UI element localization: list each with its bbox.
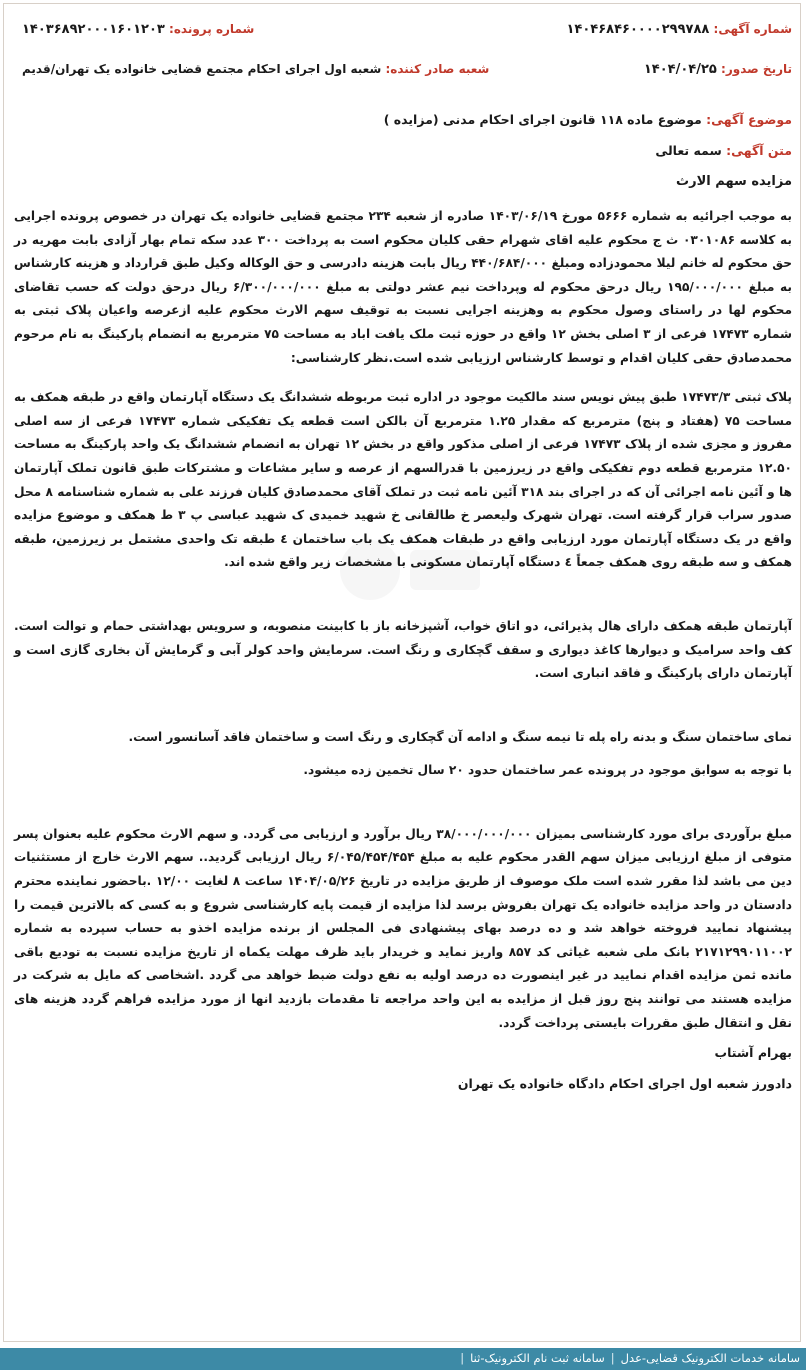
footer-bar: [0, 1348, 806, 1370]
subject-line: [14, 112, 792, 127]
paragraph-auction-terms: مبلغ برآوردی برای مورد کارشناسی بمیزان ۳۸/۰۰۰/۰۰۰/۰۰۰ ریال برآورد و ارزیابی می گردد. و سهم الارث محکوم علیه بعنوان پسر متوفی از مبلغ ارزیابی میزان سهم القدر محکوم علیه به مبلغ ۶/۰۴۵/۴۵۴/۴۵۴ ریال ارزیابی گردید.. سهم الارث خارج از مستثنیات دین می باشد لذا مقرر شده است ملک موصوف از طریق مزایده در تاریخ ۱۴۰۴/۰۵/۲۶ ساعت ۸ لغایت ۱۲/۰۰ .باحضور نماینده محترم دادستان در واحد مزایده خانواده یک تهران بفروش برسد لذا مزایده از قیمت پایه کارشناسی شروع و به کسی که بالاترین قیمت را پیشنهاد نمایید فروخته خواهد شد و ده درصد بهای پیشنهادی فی المجلس از برنده مزایده اخذو به حساب سپرده به شماره ۲۱۷۱۲۹۹۰۱۱۰۰۲ بانک ملی شعبه غیاثی کد ۸۵۷ واریز نماید و خریدار باید ظرف مهلت یکماه از تاریخ مزایده نسبت به تودیع باقی مانده ثمن مزایده اقدام نمایید در غیر اینصورت ده درصد اولیه به نفع دولت ضبط خواهد می گردد .اشخاصی که مایل به شرکت در مزایده هستند می توانند پنج روز قبل از مزایده به این واحد مراجعه تا مقدمات بازدید انها از مورد مزایده فراهم گردد هزینه های نقل و انتقال طبق مقررات بایستی پرداخت گردد.: [14, 826, 793, 1030]
body-heading: سمه تعالی: [655, 143, 722, 158]
header-row-1: [14, 22, 792, 42]
footer-link-sana[interactable]: سامانه ثبت نام الکترونیک-ثنا: [470, 1351, 605, 1365]
footer-separator: |: [610, 1351, 615, 1365]
signature-name: بهرام آشتاب: [714, 1045, 792, 1061]
announcement-title: مزایده سهم الارث: [676, 174, 792, 189]
issue-date: [644, 62, 792, 77]
ad-number-label: شماره آگهی:: [713, 22, 792, 36]
paragraph-property: پلاک ثبتی ۱۷۴۷۳/۳ طبق پیش نویس سند مالکیت موجود در اداره ثبت مربوطه ششدانگ یک دستگاه آپارتمان واقع در طبقه همکف به مساحت ۷۵ (هفتاد و پنج) مترمربع که مقدار ۱.۲۵ مترمربع آن بالکن است قطعه یک تفکیکی شماره ۱۷۴۷۳ فرعی از سه اصلی مفروز و مجزی شده از پلاک ۱۷۴۷۳ فرعی از اصلی مذکور واقع در بخش ۱۲ تهران به انضمام ششدانگ یک واحد پارکینگ به مساحت ۱۲.۵۰ مترمربع قطعه دوم تفکیکی واقع در زیرزمین با قدرالسهم از عرصه و سایر مشاعات و مشترکات طبق قانون تملک آپارتمان ها و آئین نامه اجرائی آن که در اجرای بند ۳۱۸ آئین نامه ثبت در تملک آقای محمدصادق کلیان فرزند علی به شماره شناسنامه ۸ محل صدور سراب قرار گرفته است. تهران شهرک ولیعصر خ طالقانی خ شهید خمیدی ک شهید عباسی پ ۳ ط همکف و موضوع مزایده واقع در یک دستگاه آپارتمان مورد ارزیابی واقع در طبقات همکف یک باب ساختمان ٤ طبقه تک واحدی مشتمل بر زیرزمین، طبقه همکف و سه طبقه روی همکف جمعاً ٤ دستگاه آپارتمان مسکونی با مشخصات زیر واقع شده اند.: [14, 390, 793, 570]
subject-value: موضوع ماده ۱۱۸ قانون اجرای احکام مدنی (مزایده ): [383, 112, 702, 127]
paragraph-facade: نمای ساختمان سنگ و بدنه راه پله تا نیمه سنگ و ادامه آن گچکاری و رنگ است و ساختمان فاقد آسانسور است.: [128, 729, 792, 744]
issuer-label: شعبه صادر کننده:: [385, 62, 490, 76]
issue-date-label: تاریخ صدور:: [721, 62, 792, 76]
paragraph-building-age: با توجه به سوابق موجود در پرونده عمر ساختمان حدود ۲۰ سال تخمین زده میشود.: [303, 763, 792, 778]
announcement: [14, 22, 792, 1091]
footer-separator-end: |: [460, 1351, 465, 1365]
body-heading-line: [14, 143, 792, 158]
case-number-label: شماره پرونده:: [169, 22, 255, 36]
issuer: [22, 62, 489, 76]
header-row-2: [14, 62, 792, 82]
case-number: [22, 22, 254, 37]
paragraph-judgment: به موجب اجرائیه به شماره ۵۶۶۶ مورخ ۱۴۰۳/۰۶/۱۹ صادره از شعبه ۲۳۴ مجتمع قضایی خانواده یک تهران در خصوص پرونده اجرایی به کلاسه ۰۳۰۱۰۸۶ ث ج محکوم علیه اقای شهرام حقی کلیان محکوم است به پرداخت ۳۰۰ عدد سکه تمام بهار آزادی بابت مهریه در حق محکوم له خانم لیلا محمودزاده ومبلغ ۴۴۰/۶۸۴/۰۰۰ ریال بابت هزینه دادرسی و حق الوکاله وکیل طبق قرارداد و هزینه کارشناس به مبلغ ۱۹۵/۰۰۰/۰۰۰ ریال درحق محکوم له وپرداخت نیم عشر دولتی به مبلغ ۶/۳۰۰/۰۰۰/۰۰۰ ریال درحق دولت که حسب تقاضای محکوم لها در راستای وصول محکوم به وهزینه اجرایی نسبت به توقیف سهم الارث محکوم علیه ازعرصه واعیان پلاک ثبتی به شماره ۱۷۴۷۳ فرعی از ۳ اصلی بخش ۱۲ واقع در حوزه ثبت ملک یافت اباد به مساحت ۷۵ مترمربع به انضمام پارکینگ به نام مرحوم محمدصادق حقی کلیان اقدام و توسط کارشناس ارزیابی شده است.نظر کارشناسی:: [14, 209, 793, 365]
issue-date-value: ۱۴۰۴/۰۴/۲۵: [643, 62, 717, 77]
paragraph-apartment: آپارتمان طبقه همکف دارای هال پذیرائی، دو اتاق خواب، آشپزخانه باز با کابینت منصوبه، و سرویس بهداشتی حمام و توالت است. کف واحد سرامیک و دیوارها کاغذ دیواری و سقف گچکاری و رنگ است. سرمایش واحد کولر آبی و گرمایش آن بخاری گازی است و آپارتمان دارای پارکینگ و فاقد انباری است.: [14, 618, 792, 681]
footer-link-adl[interactable]: سامانه خدمات الکترونیک قضایی-عدل: [620, 1351, 800, 1365]
ad-number: [567, 22, 793, 37]
body-label: متن آگهی:: [726, 143, 792, 158]
subject-label: موضوع آگهی:: [706, 112, 792, 127]
case-number-value: ۱۴۰۳۶۸۹۲۰۰۰۱۶۰۱۲۰۳: [22, 22, 165, 37]
ad-number-value: ۱۴۰۴۶۸۴۶۰۰۰۰۲۹۹۷۸۸: [566, 22, 710, 37]
issuer-value: شعبه اول اجرای احکام مجتمع قضایی خانواده یک تهران/قدیم: [22, 62, 382, 76]
signature-role: دادورز شعبه اول اجرای احکام دادگاه خانواده یک تهران: [457, 1076, 792, 1092]
